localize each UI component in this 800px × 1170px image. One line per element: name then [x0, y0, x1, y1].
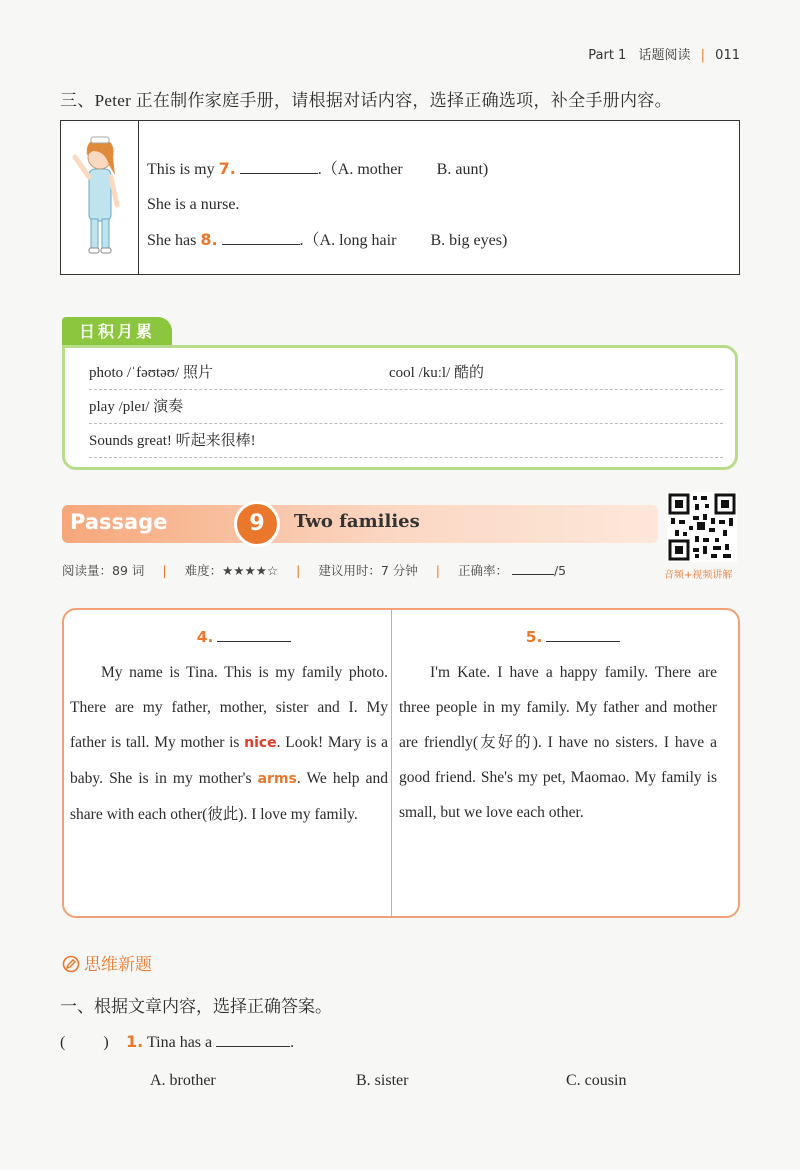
- line3-option-b: B. big eyes): [430, 232, 508, 249]
- vocab-row: [89, 356, 723, 390]
- passage-kate: [399, 620, 717, 830]
- passage-banner: [62, 505, 658, 543]
- part-label: Part 1: [588, 48, 627, 63]
- vocab-tag: 日积月累: [62, 317, 172, 347]
- line3-text: She has: [147, 232, 197, 249]
- question-1: [60, 1032, 294, 1052]
- difficulty-label: 难度：: [184, 563, 223, 578]
- passages-box: [62, 608, 740, 918]
- suggested-time: 建议用时：7 分钟: [318, 563, 418, 578]
- vocab-photo: photo /ˈfəʊtəʊ/ 照片: [89, 365, 213, 381]
- tina-text-part2: . Look! Mary is a baby. She is in my mother's: [70, 734, 388, 787]
- vocab-row: [89, 390, 723, 424]
- question-5-number: 5.: [525, 628, 543, 646]
- page-header: [588, 44, 740, 63]
- qr-code-icon[interactable]: [667, 492, 737, 562]
- title-blank-row: [100, 620, 388, 655]
- nurse-illustration: [61, 121, 139, 274]
- vocab-sounds-great: Sounds great! 听起来很棒!: [89, 433, 256, 449]
- answer-blank-8[interactable]: [222, 231, 300, 245]
- meta-divider: |: [435, 563, 440, 578]
- thinking-section-title: [62, 950, 152, 978]
- word-count: 阅读量：89 词: [62, 563, 145, 578]
- question-1-period: .: [290, 1034, 295, 1051]
- answer-blank-4[interactable]: [217, 628, 291, 642]
- passage-kate-text: I'm Kate. I have a happy family. There are three people in my family. My father and mother are friendly(友好的). I have no sisters. I have a good friend. She's my pet, Maomao. My family is small, but we love each other.: [399, 664, 717, 821]
- accuracy-total: /5: [553, 563, 567, 578]
- title-blank-row: [429, 620, 717, 655]
- question-1-stem: Tina has a: [146, 1034, 213, 1051]
- thinking-title-text: 思维新题: [84, 955, 152, 975]
- line3-option-a: .（A. long hair: [299, 232, 397, 249]
- question-3-title: 三、Peter 正在制作家庭手册，请根据对话内容，选择正确选项，补全手册内容。: [60, 91, 672, 110]
- tina-text-part3: . We help and share with each other(彼此). I love my family.: [70, 770, 389, 823]
- paren-open: (: [60, 1034, 66, 1051]
- passage-meta: [62, 561, 566, 579]
- passage-title: Two families: [294, 511, 420, 532]
- handbook-line-1: [147, 151, 507, 187]
- handbook-line-3: [147, 222, 507, 258]
- header-divider: |: [700, 48, 706, 63]
- handbook-lines: [147, 151, 507, 258]
- page-number: 011: [715, 48, 740, 63]
- highlight-nice: nice: [244, 735, 277, 751]
- question-7-number: 7.: [218, 159, 236, 178]
- column-divider: [391, 610, 392, 916]
- handbook-line-2: She is a nurse.: [147, 196, 240, 213]
- passage-tina: [70, 620, 388, 832]
- tina-text-part1: My name is Tina. This is my family photo. There are my father, mother, sister and I. My father is tall. My mother is: [70, 664, 388, 751]
- meta-divider: |: [296, 563, 301, 578]
- difficulty-stars: ★★★★☆: [222, 563, 279, 578]
- section-1-title: 一、根据文章内容，选择正确答案。: [60, 997, 332, 1016]
- option-c[interactable]: C. cousin: [566, 1072, 627, 1089]
- question-1-number: 1.: [126, 1032, 144, 1051]
- qr-caption: 音频+视频讲解: [664, 570, 733, 581]
- family-handbook-box: [60, 120, 740, 275]
- highlight-arms: arms: [257, 771, 297, 787]
- pencil-circle-icon: [62, 955, 80, 978]
- answer-blank-5[interactable]: [546, 628, 620, 642]
- meta-divider: |: [162, 563, 167, 578]
- answer-blank-7[interactable]: [240, 160, 318, 174]
- passage-tina-text: [70, 655, 388, 832]
- vocab-row: [89, 424, 723, 458]
- vocab-play: play /pleɪ/ 演奏: [89, 399, 184, 415]
- vocab-cool: cool /kuːl/ 酷的: [389, 365, 484, 381]
- accuracy-label: 正确率：: [457, 563, 508, 578]
- passage-number-badge: 9: [234, 501, 280, 547]
- vocab-box: [62, 345, 738, 470]
- accuracy-blank[interactable]: [512, 563, 554, 575]
- section-label: 话题阅读: [638, 48, 691, 63]
- question-1-blank: [216, 1033, 290, 1047]
- option-b[interactable]: B. sister: [356, 1072, 409, 1089]
- passage-label: Passage: [70, 510, 168, 534]
- line1-option-a: .（A. mother: [317, 161, 403, 178]
- line1-text: This is my: [147, 161, 215, 178]
- question-4-number: 4.: [196, 628, 214, 646]
- line1-option-b: B. aunt): [436, 161, 489, 178]
- answer-parentheses[interactable]: [60, 1034, 122, 1052]
- question-8-number: 8.: [200, 230, 218, 249]
- paren-close: ): [103, 1034, 109, 1051]
- option-a[interactable]: A. brother: [150, 1072, 216, 1089]
